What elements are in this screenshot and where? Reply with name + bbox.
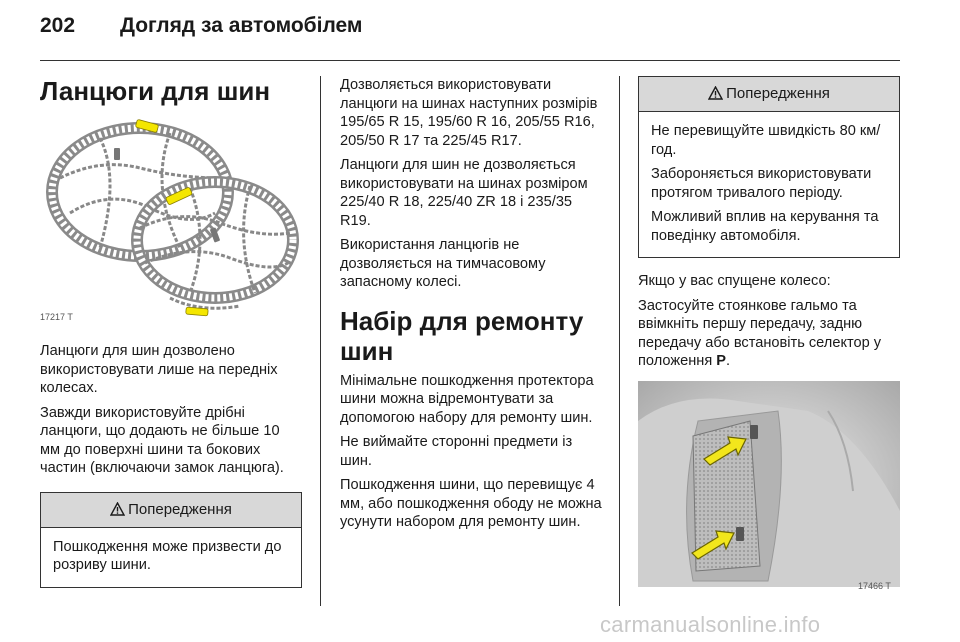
warning-text: Пошкодження може призвести до розриву шини. <box>53 538 282 573</box>
snow-chains-drawing <box>40 118 302 320</box>
warning-text: Можливий вплив на керування та поведінку автомобіля. <box>651 209 879 244</box>
header-divider <box>40 60 900 61</box>
warning-box <box>638 76 900 258</box>
paragraph: Пошкодження шини, що перевищує 4 мм, або пошкодження ободу не можна усунути набором для ремонту шин. <box>340 477 602 530</box>
page-header-title: Догляд за автомобілем <box>120 14 363 37</box>
paragraph: Дозволяється використовувати ланцюги на шинах наступних розмірів 195/65 R 15, 195/60 R 16, 205/55 R16, 205/50 R 17 та 225/45 R17. <box>340 77 598 149</box>
warning-box <box>40 492 302 588</box>
figure-code: 17466 T <box>858 580 891 591</box>
warning-triangle-icon <box>110 502 125 516</box>
page-number: 202 <box>40 14 76 37</box>
warning-title: Попередження <box>128 500 232 518</box>
paragraph: Якщо у вас спущене колесо: <box>638 273 831 289</box>
selector-position-p: P <box>716 353 727 369</box>
paragraph-text: Застосуйте стоянкове гальмо та ввімкніть першу передачу, задню передачу або встановіть селектор у положення <box>638 297 882 369</box>
warning-title: Попередження <box>726 85 830 102</box>
watermark: carmanualsonline.info <box>600 612 821 637</box>
paragraph: Завжди використовуйте дрібні ланцюги, що додають не більше 10 мм до поверхні шини та бокових частин (включаючи замок ланцюга). <box>40 404 284 476</box>
column-1 <box>40 76 302 588</box>
paragraph: Ланцюги для шин не дозволяється використовувати на шинах розміром 225/40 R 18, 225/40 ZR 18 і 235/35 R19. <box>340 157 588 229</box>
snow-chains-illustration <box>40 118 302 320</box>
gear-selector-drawing <box>638 381 900 587</box>
paragraph: Ланцюги для шин дозволено використовувати лише на передніх колесах. <box>40 343 278 396</box>
warning-triangle-icon <box>708 86 723 100</box>
section-heading-snow-chains: Ланцюги для шин <box>40 76 271 106</box>
warning-body <box>639 112 899 257</box>
paragraph-text: . <box>726 353 731 369</box>
column-divider-1 <box>320 76 321 606</box>
figure-code: 17217 T <box>40 312 73 322</box>
warning-body <box>41 528 301 587</box>
warning-header <box>41 493 301 528</box>
section-heading-repair-kit: Набір для ремонту шин <box>340 305 584 366</box>
warning-text: Не перевищуйте швидкість 80 км/год. <box>651 123 881 158</box>
paragraph: Використання ланцюгів не дозволяється на тимчасовому запасному колесі. <box>340 237 546 290</box>
warning-text: Забороняється використовувати протягом тривалого періоду. <box>651 166 872 201</box>
paragraph <box>638 297 900 371</box>
paragraph: Мінімальне пошкодження протектора шини можна відремонтувати за допомогою набору для ремонту шин. <box>340 372 594 426</box>
parking-brake-illustration <box>638 381 900 591</box>
column-divider-2 <box>619 76 620 606</box>
paragraph: Не виймайте сторонні предмети із шин. <box>340 434 573 469</box>
column-2 <box>340 76 602 538</box>
column-3 <box>638 76 900 591</box>
warning-header <box>639 77 899 112</box>
